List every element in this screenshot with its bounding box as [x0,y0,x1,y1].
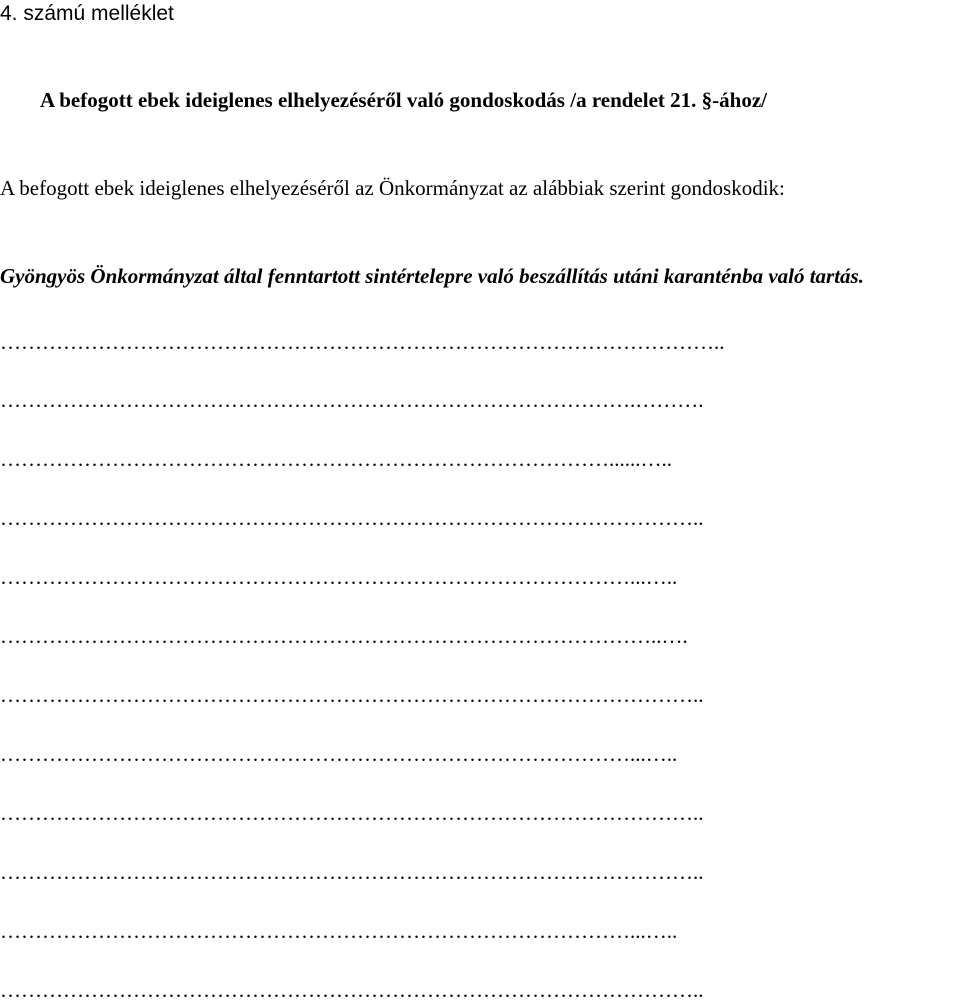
fill-line: ……………………………………………………………………………….………. [0,388,704,412]
fill-line: ……………………………………………………………………………………….. [0,683,704,707]
fill-line: ………………………………………………………………………………………….. [0,330,725,354]
shelter-statement: Gyöngyös Önkormányzat által fenntartott sintértelepre való beszállítás utáni karanténba való tartás. [0,264,864,288]
fill-line: ……………………………………………………………………………………….. [0,801,704,825]
fill-line: ………………………………………………………………………………...….. [0,742,678,766]
fill-line: …………………………………………………………………………………..…. [0,624,688,648]
fill-line: ……………………………………………………………………………......….. [0,447,672,471]
fill-line: ………………………………………………………………………………...….. [0,919,678,943]
fill-line: ……………………………………………………………………………………….. [0,860,704,884]
document-title: A befogott ebek ideiglenes elhelyezéséről való gondoskodás /a rendelet 21. §-ához/ [40,88,767,112]
fill-line: ……………………………………………………………………………………….. [0,506,704,530]
annex-label: 4. számú melléklet [0,2,174,25]
fill-line: ……………………………………………………………………………………….. [0,978,704,1002]
intro-paragraph: A befogott ebek ideiglenes elhelyezéséről az Önkormányzat az alábbiak szerint gondoskodik: [0,176,785,200]
fill-line: ………………………………………………………………………………...….. [0,565,678,589]
